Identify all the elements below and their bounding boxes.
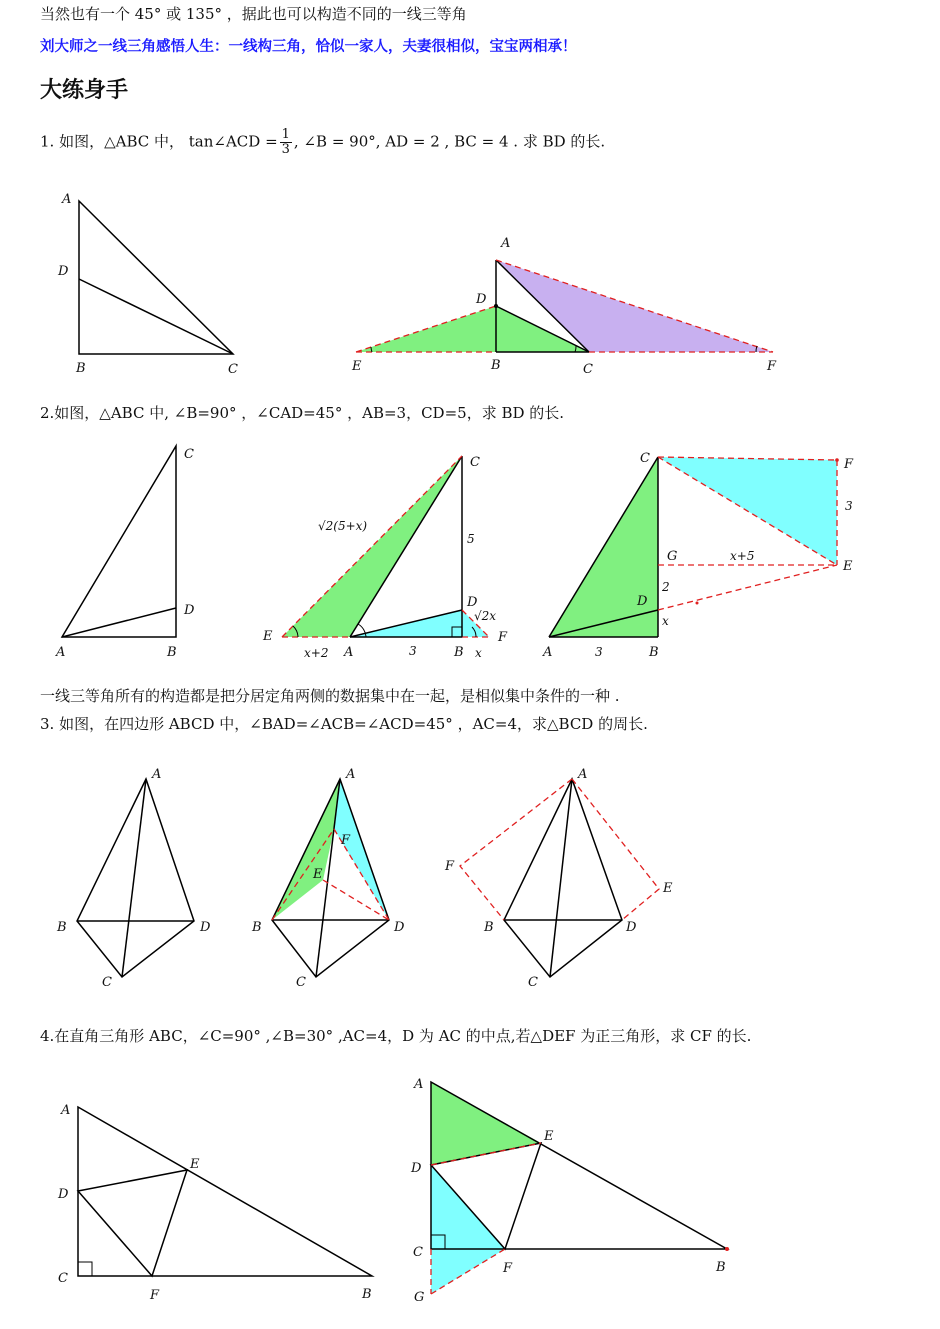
problem-3-text: 3. 如图，在四边形 ABCD 中，∠BAD=∠ACB=∠ACD=45° ，AC=4，求△BCD 的周长. xyxy=(40,715,648,733)
fraction-denominator: 3 xyxy=(281,142,290,157)
label-f: F xyxy=(150,1288,160,1303)
label-e: E xyxy=(843,559,853,574)
label-b: B xyxy=(76,361,86,376)
label-a: A xyxy=(61,1103,71,1118)
label-c: C xyxy=(228,362,238,377)
label-b: B xyxy=(167,645,177,660)
label-f: F xyxy=(844,457,854,472)
label-b: B xyxy=(649,645,659,660)
label-e: E xyxy=(263,629,273,644)
label-e: E xyxy=(663,881,673,896)
label-a: A xyxy=(543,645,553,660)
label-a: A xyxy=(501,236,511,251)
label-d: D xyxy=(184,603,195,618)
label-c: C xyxy=(640,451,650,466)
label-c: C xyxy=(528,975,538,990)
label-f: F xyxy=(498,630,508,645)
label-5: 5 xyxy=(467,532,475,546)
label-a: A xyxy=(414,1077,424,1092)
label-f: F xyxy=(767,359,777,374)
motto-line: 刘大师之一线三角感悟人生：一线构三角，恰似一家人，夫妻很相似，宝宝两相承！ xyxy=(40,39,577,55)
label-x: x xyxy=(662,614,669,628)
label-a: A xyxy=(56,645,66,660)
label-e: E xyxy=(544,1129,554,1144)
label-d: D xyxy=(200,920,211,935)
label-b: B xyxy=(716,1260,726,1275)
label-d: D xyxy=(411,1161,422,1176)
intro-line: 当然也有一个 45° 或 135° ，据此也可以构造不同的一线三等角 xyxy=(40,5,467,23)
label-b: B xyxy=(362,1287,372,1302)
label-f: F xyxy=(503,1261,513,1276)
label-d: D xyxy=(467,595,478,610)
label-d: D xyxy=(626,920,637,935)
note-line: 一线三等角所有的构造都是把分居定角两侧的数据集中在一起，是相似集中条件的一种 . xyxy=(40,687,620,705)
label-a: A xyxy=(62,192,72,207)
label-e: E xyxy=(190,1157,200,1172)
label-a: A xyxy=(578,767,588,782)
label-root2x: √2x xyxy=(474,609,497,623)
label-3: 3 xyxy=(845,499,853,513)
label-c: C xyxy=(470,455,480,470)
label-d: D xyxy=(476,292,487,307)
label-c: C xyxy=(296,975,306,990)
label-c: C xyxy=(184,447,194,462)
label-b: B xyxy=(491,358,501,373)
cyan-triangle xyxy=(431,1165,505,1294)
problem-1-before: 1. 如图，△ABC 中， tan∠ACD = xyxy=(40,132,278,151)
label-d: D xyxy=(637,594,648,609)
label-a: A xyxy=(344,645,354,660)
label-f: F xyxy=(445,859,455,874)
problem-2-text: 2.如图，△ABC 中, ∠B=90° ，∠CAD=45° ，AB=3，CD=5，求 BD 的长. xyxy=(40,404,565,422)
label-d: D xyxy=(58,1187,69,1202)
label-x5: x+5 xyxy=(730,549,755,563)
label-c: C xyxy=(102,975,112,990)
label-b: B xyxy=(484,920,494,935)
label-b: B xyxy=(57,920,67,935)
fraction-numerator: 1 xyxy=(281,127,290,142)
label-g: G xyxy=(414,1290,425,1305)
label-3: 3 xyxy=(409,644,417,658)
label-a: A xyxy=(152,767,162,782)
label-x: x xyxy=(475,646,482,660)
label-c: C xyxy=(583,362,593,377)
green-triangle xyxy=(431,1082,541,1165)
label-2: 2 xyxy=(662,580,670,594)
label-root2-5x: √2(5+x) xyxy=(318,519,368,533)
label-b: B xyxy=(252,920,262,935)
label-g: G xyxy=(667,549,678,564)
label-e: E xyxy=(352,359,362,374)
label-d: D xyxy=(394,920,405,935)
label-c: C xyxy=(58,1271,68,1286)
section-title: 大练身手 xyxy=(40,78,129,103)
label-b: B xyxy=(454,645,464,660)
label-c: C xyxy=(413,1245,423,1260)
label-f: F xyxy=(341,833,351,848)
label-e: E xyxy=(313,867,323,882)
label-3b: 3 xyxy=(595,645,603,659)
problem-4-text: 4.在直角三角形 ABC，∠C=90° ,∠B=30° ,AC=4，D 为 AC 的中点,若△DEF 为正三角形，求 CF 的长. xyxy=(40,1027,752,1045)
label-x2: x+2 xyxy=(304,646,329,660)
label-d: D xyxy=(58,264,69,279)
problem-1-after: , ∠B = 90°, AD = 2 , BC = 4 . 求 BD 的长. xyxy=(293,132,606,151)
label-a: A xyxy=(346,767,356,782)
